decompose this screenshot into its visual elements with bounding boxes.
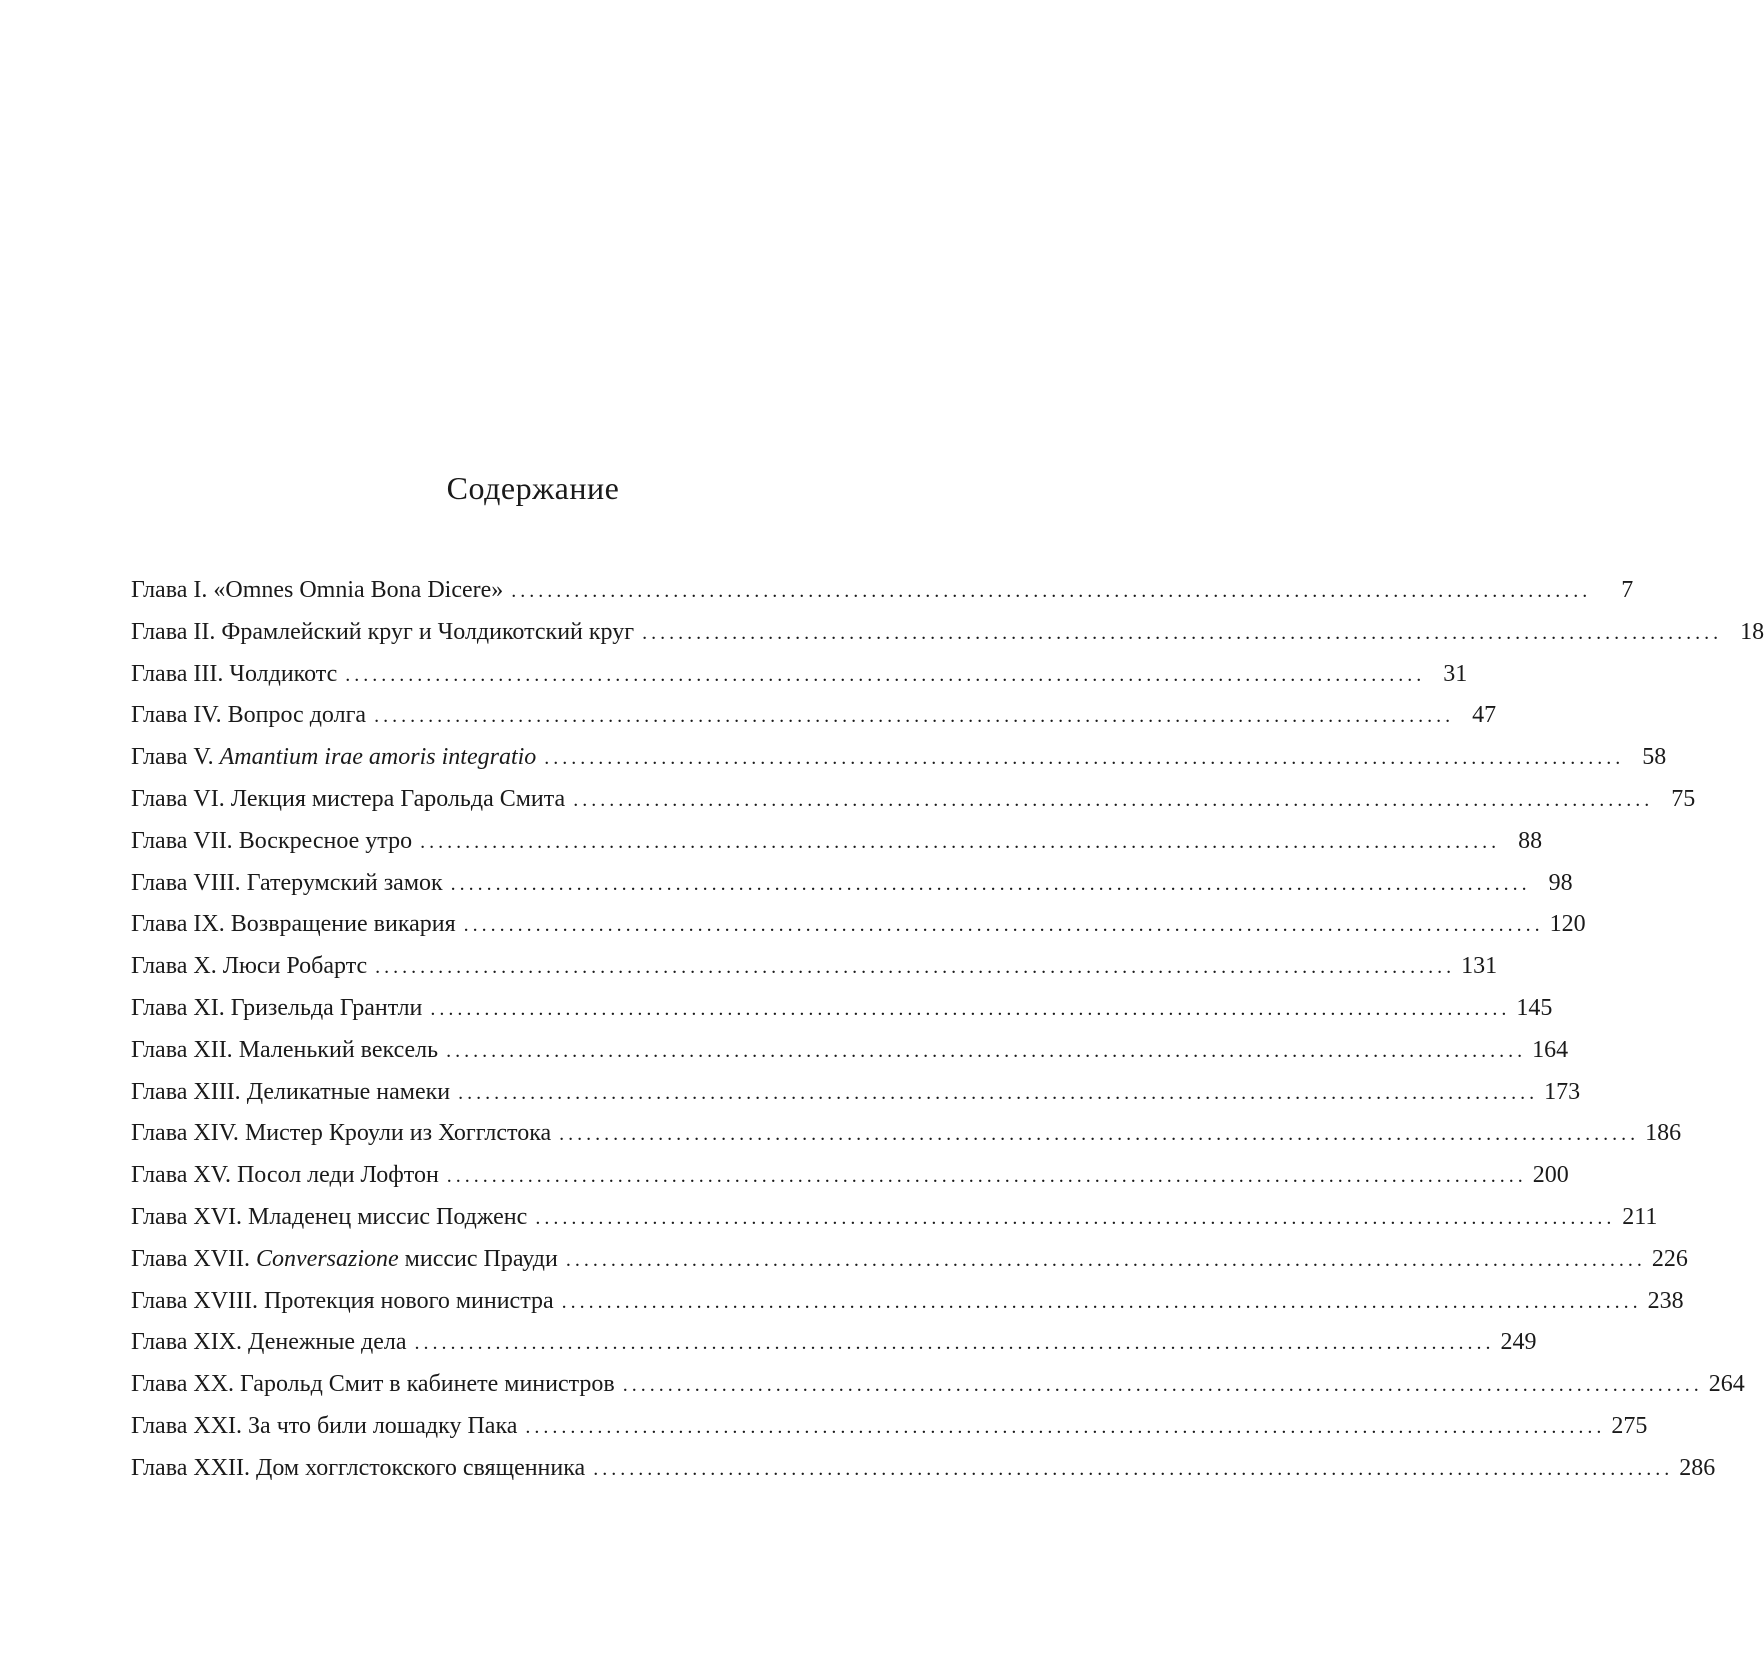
toc-page-number: 186 <box>1645 1120 1682 1147</box>
toc-page-number: 58 <box>1642 744 1667 771</box>
toc-dot-leader: ........................................................................................................................ <box>458 1081 1539 1104</box>
toc-entry-21[interactable] <box>131 1406 1648 1448</box>
toc-entry-10[interactable] <box>131 946 1498 988</box>
toc-page-number: 286 <box>1679 1454 1716 1481</box>
toc-chapter-name: Мистер Кроули из Хогглстока <box>238 1120 552 1147</box>
toc-dot-leader: ........................................................................................................................ <box>446 1165 1527 1188</box>
toc-dot-leader: ........................................................................................................................ <box>544 747 1625 770</box>
toc-page-number: 98 <box>1548 869 1573 896</box>
toc-entry-12[interactable] <box>131 1030 1569 1072</box>
toc-chapter-name: Гризельда Грантли <box>224 994 423 1021</box>
toc-chapter-name: Денежные дела <box>242 1329 407 1356</box>
toc-chapter-label: Глава XV. <box>131 1162 231 1189</box>
toc-dot-leader: ........................................................................................................................ <box>565 1248 1646 1271</box>
toc-page-number: 145 <box>1516 994 1553 1021</box>
toc-chapter-label: Глава II. <box>131 618 216 645</box>
toc-page-number: 88 <box>1518 827 1543 854</box>
toc-chapter-name: Протекция нового министра <box>258 1287 554 1314</box>
toc-dot-leader: ........................................................................................................................ <box>561 1290 1642 1313</box>
toc-chapter-label: Глава XIII. <box>131 1078 241 1105</box>
toc-page-number: 238 <box>1647 1287 1684 1314</box>
toc-page-number: 249 <box>1500 1329 1537 1356</box>
toc-chapter-label: Глава XI. <box>131 994 225 1021</box>
toc-entry-5[interactable] <box>131 737 1667 779</box>
toc-chapter-label: Глава I. <box>131 577 208 603</box>
toc-chapter-name-italic: Amantium irae amoris integratio <box>219 744 537 771</box>
toc-chapter-label: Глава III. <box>131 660 224 687</box>
toc-chapter-label: Глава XXII. <box>131 1454 251 1481</box>
toc-entry-22[interactable] <box>131 1448 1716 1490</box>
toc-dot-leader: ........................................................................................................................ <box>559 1123 1640 1146</box>
toc-dot-leader: ........................................................................................................................ <box>414 1332 1495 1355</box>
page-title: Содержание <box>446 470 620 506</box>
toc-entry-title <box>131 1030 446 1072</box>
toc-chapter-name: Гарольд Смит в кабинете министров <box>234 1371 615 1398</box>
toc-entry-17[interactable] <box>131 1239 1688 1281</box>
toc-chapter-label: Глава XX. <box>131 1371 235 1398</box>
toc-entry-14[interactable] <box>131 1113 1682 1155</box>
toc-page-number: 226 <box>1651 1245 1688 1272</box>
toc-page-number: 75 <box>1671 785 1696 812</box>
toc-chapter-name: Лекция мистера Гарольда Смита <box>224 785 566 812</box>
toc-entry-title <box>131 1113 559 1155</box>
toc-page-number: 7 <box>1621 577 1634 603</box>
toc-chapter-name: Гатерумский замок <box>240 869 443 896</box>
toc-chapter-label: Глава VIII. <box>131 869 241 896</box>
toc-page-number: 264 <box>1708 1371 1745 1398</box>
toc-chapter-name: Возвращение викария <box>224 911 456 938</box>
toc-entry-title <box>131 737 544 779</box>
toc-entry-8[interactable] <box>131 863 1573 905</box>
toc-entry-title <box>131 988 430 1030</box>
toc-entry-4[interactable] <box>131 695 1497 737</box>
toc-entry-title <box>131 654 345 696</box>
toc-entry-title <box>131 695 374 737</box>
toc-dot-leader: ........................................................................................................................ <box>420 830 1501 853</box>
toc-dot-leader: ........................................................................................................................ <box>345 663 1426 686</box>
toc-entry-title <box>131 779 573 821</box>
toc-dot-leader: ........................................................................................................................ <box>593 1457 1674 1480</box>
toc-entry-3[interactable] <box>131 654 1468 696</box>
toc-chapter-name: Посол леди Лофтон <box>230 1162 439 1189</box>
toc-entry-15[interactable] <box>131 1155 1569 1197</box>
toc-page-number: 18 <box>1740 618 1764 645</box>
toc-entry-title <box>131 1364 623 1406</box>
toc-dot-leader: ........................................................................................................................ <box>446 1039 1527 1062</box>
toc-dot-leader: ........................................................................................................................ <box>535 1206 1616 1229</box>
toc-entry-title <box>131 863 451 905</box>
toc-entry-9[interactable] <box>131 904 1586 946</box>
toc-chapter-label: Глава XIV. <box>131 1120 239 1147</box>
toc-dot-leader: ........................................................................................................................ <box>525 1415 1606 1438</box>
toc-entry-7[interactable] <box>131 821 1543 863</box>
toc-chapter-name: Люси Робартс <box>216 953 368 980</box>
toc-chapter-name: Фрамлейский круг и Чолдикотский круг <box>215 618 635 645</box>
toc-chapter-name: Вопрос долга <box>221 702 367 729</box>
toc-chapter-label: Глава VI. <box>131 785 225 812</box>
toc-entry-title <box>131 821 420 863</box>
toc-entry-title <box>131 946 375 988</box>
toc-entry-title <box>131 1155 447 1197</box>
toc-entry-20[interactable] <box>131 1364 1745 1406</box>
toc-entry-11[interactable] <box>131 988 1553 1030</box>
toc-entry-16[interactable] <box>131 1197 1658 1239</box>
toc-dot-leader: ........................................................................................................................ <box>430 997 1511 1020</box>
toc-entry-title <box>131 570 511 612</box>
toc-entry-19[interactable] <box>131 1322 1537 1364</box>
toc-chapter-name: Младенец миссис Подженс <box>242 1203 528 1230</box>
toc-chapter-label: Глава XIX. <box>131 1329 243 1356</box>
toc-dot-leader: ........................................................................................................................ <box>573 788 1654 811</box>
toc-chapter-label: Глава IV. <box>131 702 222 729</box>
toc-page-number: 173 <box>1544 1078 1581 1105</box>
toc-entry-2[interactable] <box>131 612 1764 654</box>
toc-dot-leader: ........................................................................................................................ <box>463 914 1544 937</box>
toc-chapter-name: Воскресное утро <box>232 827 413 854</box>
toc-dot-leader: ........................................................................................................................ <box>375 956 1456 979</box>
toc-entry-title <box>131 1406 525 1448</box>
toc-entry-title <box>131 1322 415 1364</box>
toc-entry-18[interactable] <box>131 1281 1684 1323</box>
toc-page-number: 200 <box>1532 1162 1569 1189</box>
toc-page-number: 31 <box>1443 660 1468 687</box>
toc-dot-leader: ........................................................................................................................ <box>622 1374 1703 1397</box>
toc-page-number: 47 <box>1472 702 1497 729</box>
toc-entry-title <box>131 1448 593 1490</box>
toc-entry-1[interactable] <box>131 570 1634 612</box>
toc-entry-6[interactable] <box>131 779 1696 821</box>
toc-chapter-name: За что били лошадку Пака <box>242 1412 518 1439</box>
toc-entry-13[interactable] <box>131 1072 1581 1114</box>
toc-chapter-label: Глава XVIII. <box>131 1287 259 1314</box>
toc-page-number: 120 <box>1549 911 1586 938</box>
toc-page-number: 131 <box>1461 953 1498 980</box>
toc-chapter-label: Глава XVI. <box>131 1203 243 1230</box>
toc-chapter-name-after: миссис Прауди <box>398 1245 558 1272</box>
toc-chapter-label: Глава V. <box>131 744 214 771</box>
toc-entry-title <box>131 612 642 654</box>
toc-chapter-name: Маленький вексель <box>232 1036 439 1063</box>
toc-chapter-label: Глава IX. <box>131 911 225 938</box>
toc-dot-leader: ........................................................................................................................ <box>450 872 1531 895</box>
toc-chapter-label: Глава XII. <box>131 1036 233 1063</box>
toc-entry-title <box>131 1072 458 1114</box>
toc-dot-leader: ........................................................................................................................ <box>642 621 1723 644</box>
toc-entry-title <box>131 904 464 946</box>
toc-dot-leader: ........................................................................................................................ <box>511 580 1592 602</box>
toc-chapter-label: Глава VII. <box>131 827 233 854</box>
toc-chapter-name: Деликатные намеки <box>240 1078 451 1105</box>
toc-chapter-name: Чолдикотс <box>223 660 338 687</box>
toc-chapter-name: Дом хогглстокского священника <box>250 1454 586 1481</box>
toc-chapter-name-italic: Conversazione <box>256 1245 399 1272</box>
toc-entry-title <box>131 1281 562 1323</box>
toc-chapter-label: Глава XVII. <box>131 1245 251 1272</box>
toc-page-number: 275 <box>1611 1412 1648 1439</box>
toc-page-number: 211 <box>1622 1203 1658 1230</box>
toc-chapter-label: Глава XXI. <box>131 1412 243 1439</box>
toc-dot-leader: ........................................................................................................................ <box>374 705 1455 728</box>
toc-entry-title <box>131 1239 566 1281</box>
toc-chapter-name: «Omnes Omnia Bona Dicere» <box>207 577 504 603</box>
toc-entry-title <box>131 1197 535 1239</box>
toc-chapter-label: Глава X. <box>131 953 217 980</box>
toc-page-number: 164 <box>1532 1036 1569 1063</box>
table-of-contents <box>131 570 1764 1490</box>
